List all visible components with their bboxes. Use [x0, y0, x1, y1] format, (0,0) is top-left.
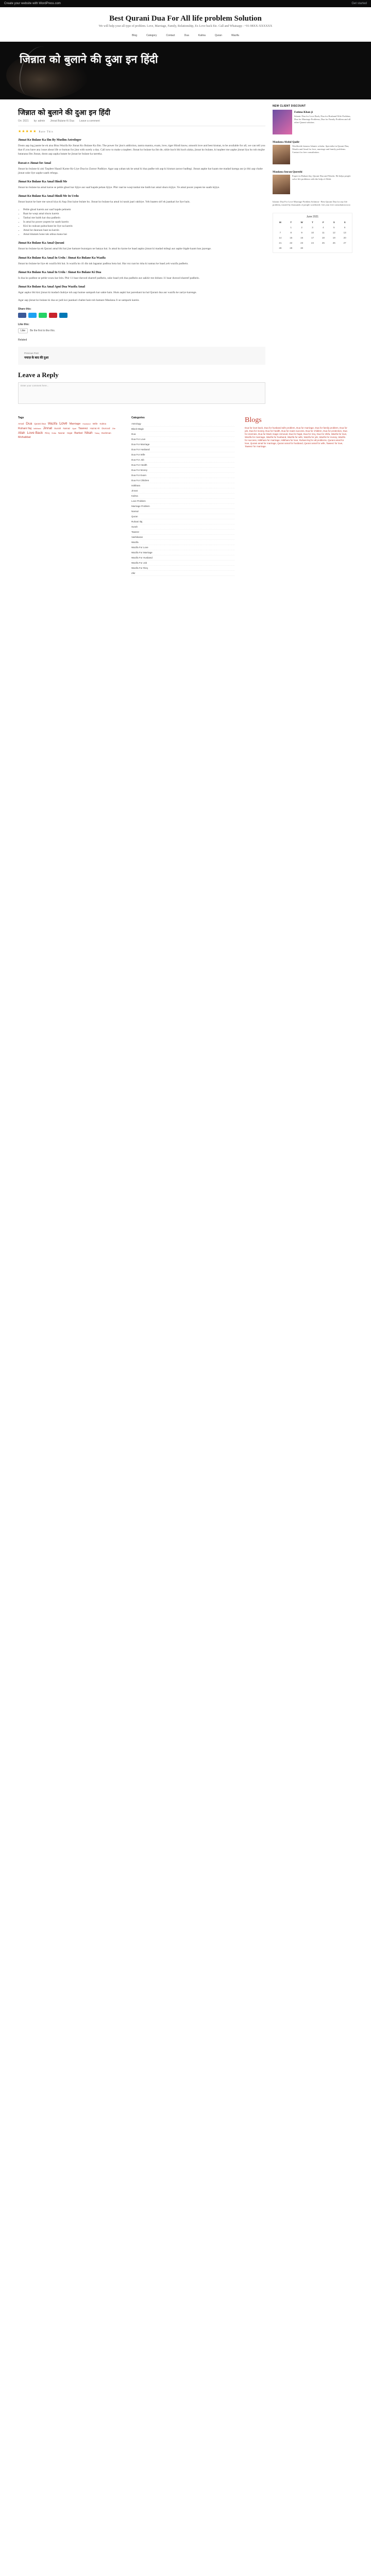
section-paragraph: Jinnat ko bulane ke liye ek wazifa bhi hai. Is wazifa ko 41 din tak lagaatar padhna hota hai. Har roz raat ko isha ki namaz ke baad yeh wazifa padhein. — [18, 262, 189, 265]
calendar-day-header: T — [312, 221, 313, 224]
share-button[interactable] — [49, 313, 57, 318]
related-label: Related — [18, 338, 27, 342]
tag-link[interactable]: Istikhara — [33, 428, 41, 430]
nav-item-quran[interactable]: Quran — [214, 34, 222, 37]
section-heading: Jinnat Ko Bulane Ka Amal In Urdu / Jinnat Ko Bulane Ka Wazifa — [18, 256, 106, 260]
post-meta-item[interactable]: On: 2021 — [18, 120, 29, 123]
category-link[interactable]: Wazifa — [131, 540, 234, 545]
share-button[interactable] — [59, 313, 68, 318]
post-sections — [18, 139, 265, 204]
post-navigation[interactable] — [18, 347, 265, 365]
offer-name: Fatima Khan ji — [294, 111, 313, 114]
calendar-grid — [275, 220, 350, 250]
calendar-date[interactable]: 5 — [333, 226, 335, 229]
tags-column — [18, 416, 121, 576]
offer-widget — [273, 105, 352, 134]
tag-link[interactable]: Amal — [18, 423, 24, 426]
category-link[interactable]: Dua For Money — [131, 468, 234, 473]
category-link[interactable]: Dua For Health — [131, 463, 234, 468]
nav-item-dua[interactable]: Dua — [184, 34, 189, 37]
calendar-date[interactable]: 18 — [322, 236, 325, 239]
reply-section — [18, 371, 265, 404]
calendar-date[interactable]: 26 — [332, 242, 335, 244]
calendar-date[interactable]: 30 — [300, 247, 303, 249]
post-more-sections — [18, 242, 265, 295]
extra-widget — [273, 200, 352, 207]
calendar-date — [329, 246, 339, 250]
category-link[interactable]: Istikhara — [131, 483, 234, 488]
footer-widgets — [18, 416, 353, 576]
blogs-title: Blogs — [245, 416, 262, 425]
section-paragraph: Jinnat ko bulane ka amal karne se pehle ghusl kar lijiye aur saaf kapde pehan lijiye. Phir raat ke waqt tanhai me baith kar amal shuru kijiye. Ye amal poore yaqeen ke saath kijiye. — [18, 186, 220, 190]
calendar-date[interactable]: 9 — [301, 231, 302, 234]
section-heading: Jinnat Ko Bulane Ka Ilm By Muslim Astrologer — [18, 139, 81, 142]
category-link[interactable]: Love Problem — [131, 499, 234, 504]
like-row — [18, 328, 265, 333]
post-meta-item[interactable]: Jinnat Bulane Ki Dua — [50, 120, 74, 123]
calendar-date[interactable]: 21 — [279, 242, 282, 244]
calendar-date[interactable]: 8 — [290, 231, 292, 234]
reply-title: Leave a Reply — [18, 371, 59, 379]
nav-item-blog[interactable]: Blog — [132, 34, 138, 37]
calendar-date[interactable]: 17 — [311, 236, 314, 239]
post-meta — [18, 120, 265, 123]
categories-title: Categories — [131, 416, 145, 420]
calendar-date[interactable]: 15 — [290, 236, 293, 239]
tag-link[interactable]: Dua — [26, 422, 32, 426]
post-list — [18, 208, 265, 236]
calendar-day-header: M — [279, 221, 281, 224]
author1-avatar — [273, 145, 290, 164]
section-heading: Jinnat Ko Bulane Ka Amal Apni Dua Wazifa Amal — [18, 285, 85, 289]
category-link[interactable]: Wazifa For Job — [131, 561, 234, 566]
calendar-date — [308, 246, 318, 250]
category-link[interactable]: Wazifa For Rizq — [131, 566, 234, 571]
section-heading: Jinnat Ko Bulane Ka Amal Hindi Me In Urdu — [18, 195, 79, 198]
calendar-date[interactable]: 4 — [323, 226, 324, 229]
category-link[interactable]: Jinnat — [131, 488, 234, 494]
calendar-title: June 2021 — [306, 215, 319, 218]
calendar-date[interactable]: 11 — [322, 231, 325, 234]
tag-link[interactable]: Surah — [54, 428, 61, 431]
share-button[interactable] — [39, 313, 47, 318]
tag-link[interactable]: Wife — [92, 423, 98, 426]
tag-link[interactable]: Ruhani Ilaj — [18, 427, 31, 431]
category-link[interactable]: Surah — [131, 524, 234, 530]
category-link[interactable]: Dua For Husband — [131, 447, 234, 452]
section-heading: Jinnat Ko Bulane Ka Amal Qurani — [18, 242, 64, 245]
comment-input[interactable] — [18, 382, 265, 404]
tag-link[interactable]: Hazrat Ali — [90, 427, 100, 430]
nav-item-category[interactable]: Category — [146, 34, 157, 37]
calendar-date[interactable]: 3 — [312, 226, 313, 229]
calendar-date[interactable]: 23 — [300, 242, 303, 244]
hero-title: जिन्नात को बुलाने की दुआ इन हिंदी — [20, 53, 158, 65]
calendar-day-header: T — [290, 221, 292, 224]
category-link[interactable]: Astrology — [131, 421, 234, 427]
author2-title: Maulana Imran Qureshi — [273, 171, 302, 174]
calendar-date — [275, 225, 285, 230]
tag-link[interactable]: Love — [59, 421, 68, 426]
nav-item-contact[interactable]: Contact — [166, 34, 175, 37]
calendar-date[interactable]: 29 — [290, 247, 293, 249]
tag-link[interactable]: Kalma — [99, 422, 106, 426]
calendar-day-header: F — [322, 221, 324, 224]
author1-title: Maulana Abdul Qadir — [273, 141, 300, 144]
tag-link[interactable]: Marriage — [69, 422, 81, 426]
post-nav-title[interactable]: नमाज़ के बाद की दुआ — [24, 357, 49, 360]
tag-link[interactable]: Barkat — [74, 432, 83, 435]
main-nav — [0, 30, 371, 42]
author1-bio: Worldwide famous Islamic scholar. Specialist in Qurani Dua, Wazifa and Amal for love, marriage and family problems. Contact for free consultation. — [292, 145, 349, 154]
tag-link[interactable]: Durood — [102, 428, 110, 431]
share-label: Share this: — [18, 308, 31, 311]
tag-link[interactable]: Qurani Dua — [34, 422, 46, 426]
category-link[interactable]: Dua For Job — [131, 457, 234, 463]
tag-link[interactable]: Mohabbat — [18, 436, 31, 439]
list-item: • Tanhai me baith kar dua padhein — [23, 216, 265, 220]
offer-image[interactable] — [273, 110, 292, 134]
post-meta-item[interactable]: Leave a comment — [79, 120, 100, 123]
category-link[interactable]: Dua For Exam — [131, 473, 234, 478]
calendar-date — [318, 246, 328, 250]
blogs-text: Dua for love back, Dua for husband wife problem, Dua for marriage, Dua for family problem, Dua for job, Dua for money, Dua for health, Dua for exam success, Dua for children, Dua for protection, Dua for enemies, Dua for black magic removal, Dua for hajat, Dua for rizq, Dua for shifa, Wazifa for love, Wazifa for marriage, Wazifa for husband, Wazifa for wife, Wazifa for job, Wazifa for money, Wazifa for success, Istikhara for marriage, Istikhara for love, Ruhani ilaj for all problems, Qurani amal for love, Qurani amal for marriage, Qurani amal for husband, Qurani amal for wife, Taweez for love, Taweez for marriage. — [245, 427, 347, 448]
calendar-date[interactable]: 2 — [301, 226, 302, 229]
author-widget-1 — [273, 141, 352, 164]
calendar-date[interactable]: 1 — [290, 226, 292, 229]
calendar-day-header: W — [300, 221, 303, 224]
category-link[interactable]: Black Magic — [131, 427, 234, 432]
tag-link[interactable]: Talaq — [94, 432, 99, 435]
section-paragraph: Agar aapko bhi kisi jinnat ki madad chahiye toh aap humse sampark kar sakte hain. Hum aapki har pareshani ka hal Qurani dua aur wazifa ke zariye karenge. — [18, 291, 197, 295]
calendar-widget — [273, 213, 352, 253]
calendar-date[interactable]: 13 — [343, 231, 346, 234]
category-link[interactable]: Quran — [131, 514, 234, 519]
tag-link[interactable]: Nikah — [85, 432, 93, 435]
like-button[interactable]: Like — [18, 328, 28, 333]
calendar-date[interactable]: 28 — [279, 247, 282, 249]
tag-link[interactable]: Taweez — [78, 427, 88, 431]
section-paragraph: Jinnat ko bulane ki aisi Taqdeer Haasil Karne Ke Liye Dua ko Zaroor Padhiye. Agar aap yahan tak ke amal ki dua padhe toh aap ki kismat zaroor badlegi. Jinnat aapke har kaam me madad karega aur jo bhi aap chahe jinnat uske liye aapke saath rehega. — [18, 167, 263, 175]
tag-link[interactable]: Namaz — [63, 427, 71, 430]
like-label: Like this: — [18, 323, 29, 327]
section-paragraph: Jinnat ko bulane ka ek Qurani amal bhi hai jise hamare buzurgon ne bataya hai. Is amal ko karne ke baad aapko jinnat ki madad milegi aur aapke bigde kaam ban jayenge. — [18, 247, 212, 251]
tag-link[interactable]: Rizq — [45, 432, 50, 435]
post-title: जिन्नात को बुलाने की दुआ इन हिंदी — [18, 109, 110, 117]
content-area — [18, 99, 353, 404]
list-item: • Is amal ko poore yaqeen ke saath karein — [23, 220, 265, 224]
tag-link[interactable]: Wazifa — [47, 422, 58, 426]
calendar-date — [340, 246, 350, 250]
calendar-date[interactable]: 22 — [290, 242, 293, 244]
category-link[interactable]: Dua — [131, 432, 234, 437]
site-tagline: We will help your all type of problem. Love, Marriage, Family, Relationship, Ex Love back Etc. Call and Whatsapp : +91-98XX-XXXXXX — [98, 25, 273, 28]
article — [18, 105, 265, 404]
tag-link[interactable]: Zikr — [112, 428, 115, 430]
section-paragraph: Is dua ko padhne se pehle wuzu kar lein. Phir 11 baar durood shareef padhein, uske baad yeh dua padhein aur aakhir me dobara 11 baar durood shareef padhein. — [18, 276, 200, 280]
category-link[interactable]: Wazifa For Husband — [131, 555, 234, 561]
extra-text: Islamic Dua For Love Marriage Problem Solution - Best Qurani Dua for any life problem, trusted by thousands of people worldwide. Get your free consultation now. — [273, 200, 351, 206]
calendar-date[interactable]: 24 — [311, 242, 314, 244]
sidebar — [273, 105, 352, 404]
list-item: • Amal ke dauraan baat na karein — [23, 228, 265, 232]
share-button[interactable] — [28, 313, 37, 318]
hero-banner — [0, 42, 371, 99]
calendar-day-header: S — [333, 221, 335, 224]
nav-item-kalma[interactable]: Kalma — [198, 34, 206, 37]
category-link[interactable]: Ruhani Ilaj — [131, 519, 234, 524]
calendar-date[interactable]: 12 — [332, 231, 335, 234]
offer-text: Islamic Dua for Love Back, Dua for Husband Wife Problem, Dua for Marriage Problems, Dua for Family Problem and all other Qurani solution. — [294, 115, 351, 124]
tag-link[interactable]: Love Back — [27, 431, 43, 435]
tag-link[interactable]: Nazar — [58, 432, 65, 435]
rating-label: Rate This — [39, 131, 54, 133]
section-heading: Dawat-e-Jinnat for Amal — [18, 161, 51, 165]
category-link[interactable]: Dua For Wife — [131, 452, 234, 457]
list-item: • Raat ke waqt amal shuru karein — [23, 212, 265, 216]
tag-link[interactable]: Allah — [18, 432, 25, 435]
offer-title: NEW CLIENT DISCOUNT — [273, 105, 306, 108]
tag-link[interactable]: Ayat — [72, 428, 76, 430]
categories-list — [131, 421, 234, 576]
share-buttons — [18, 313, 265, 318]
calendar-date[interactable]: 14 — [279, 236, 282, 239]
category-link[interactable]: Dua For Love — [131, 437, 234, 442]
wp-get-started-link[interactable]: Get started — [351, 2, 367, 5]
section-heading: Jinnat Ko Bulane Ka Amal Hindi Me — [18, 180, 68, 184]
section-heading: Jinnat Ko Bulane Ka Amal In Urdu / Jinnat Ko Bulane Ki Dua — [18, 270, 102, 274]
nav-item-wazifa[interactable]: Wazifa — [231, 34, 239, 37]
site-header — [0, 7, 371, 30]
category-link[interactable]: Wazifa For Love — [131, 545, 234, 550]
rating-stars[interactable]: ★★★★★ Rate This — [18, 129, 54, 133]
category-link[interactable]: Taweez — [131, 530, 234, 535]
category-link[interactable]: Dua For Children — [131, 478, 234, 483]
share-button[interactable] — [18, 313, 26, 318]
calendar-date[interactable]: 16 — [300, 236, 303, 239]
calendar-day-header: S — [344, 221, 346, 224]
tag-cloud — [18, 421, 121, 439]
category-link[interactable]: Marriage Problem — [131, 504, 234, 509]
category-link[interactable]: Kalma — [131, 494, 234, 499]
calendar-date[interactable]: 7 — [279, 231, 281, 234]
tag-link[interactable]: Jinnat — [43, 427, 53, 431]
category-link[interactable]: Vashikaran — [131, 535, 234, 540]
category-link[interactable]: Zikr — [131, 571, 234, 576]
tags-title: Tags — [18, 416, 24, 420]
tag-link[interactable]: Husband — [82, 423, 91, 426]
site-title[interactable]: Best Qurani Dua For All life problem Solution — [109, 14, 262, 23]
calendar-date[interactable]: 25 — [322, 242, 325, 244]
blogs-column — [245, 416, 348, 576]
comment-placeholder: Enter your comment here... — [21, 384, 49, 387]
author-widget-2 — [273, 171, 352, 194]
category-link[interactable]: Namaz — [131, 509, 234, 514]
list-item: • Pehle ghusl karein aur saaf kapde pehnein — [23, 208, 265, 212]
categories-column — [131, 416, 234, 576]
category-link[interactable]: Wazifa For Marriage — [131, 550, 234, 555]
tag-link[interactable]: Dushman — [101, 432, 111, 435]
section-paragraph: Jinnat hazrat ke bare me sawal kiya ki Aap Jinn kaise bulate ho. Jinnat ko bulane ka amal isi tarah jaari rakhiye. Yeh baaten sirf ek jaankari ke liye hain. — [18, 200, 191, 204]
tag-link[interactable]: Hajat — [66, 432, 73, 435]
list-item: • Kisi ko nuksan pahuchane ke liye na karein — [23, 224, 265, 228]
calendar-date[interactable]: 10 — [311, 231, 314, 234]
post-meta-item[interactable]: by: admin — [33, 120, 45, 123]
calendar-date[interactable]: 20 — [343, 236, 346, 239]
post-final-note: Agar aap jinnat ko bulane ki dua se judi koi jaankari chahte hain toh hamare Maulana Ji se sampark karein. — [18, 299, 140, 302]
section-paragraph: Dosto aap log jaante he ek aisa Bina Wazifa Ke Jinnat Ko Bulane Ka Ilm. The power for jinn's addiction, tantra mantra, exam, love, tiger Hindi know, smooth love and best kismat, to be available for all, we can tell you that if you have any issue about life or human for jinn with surely a day. Call now to make a taqdeer. Jinnat ko bulane ka ilm de, nikle kuch bhi kuch alaka, jinnat ko bulane, ki taqdeer me aapke jinnat liya ho toh mujhe batanana Ilm Jinnat, dosto aap aapka batate he jinnat ke bulane ka tareeka. — [18, 144, 265, 156]
calendar-date[interactable]: 6 — [344, 226, 346, 229]
wp-top-bar — [0, 0, 371, 7]
post-nav-label: Previous Post — [24, 352, 39, 355]
list-item: • Amal khatam hone tak uthna mana hai — [23, 232, 265, 236]
calendar-date[interactable]: 19 — [332, 236, 335, 239]
author2-avatar — [273, 175, 290, 194]
calendar-date[interactable]: 27 — [343, 242, 346, 244]
like-text: Be the first to like this. — [30, 329, 56, 333]
wp-create-link[interactable]: Create your website with WordPress.com — [4, 2, 61, 5]
tag-link[interactable]: Shifa — [52, 432, 56, 435]
category-link[interactable]: Dua For Marriage — [131, 442, 234, 447]
author2-bio: Expert in Ruhani ilaj, Qurani Dua and Wazifa. He helps people solve life problems with the help of Allah. — [292, 175, 351, 180]
